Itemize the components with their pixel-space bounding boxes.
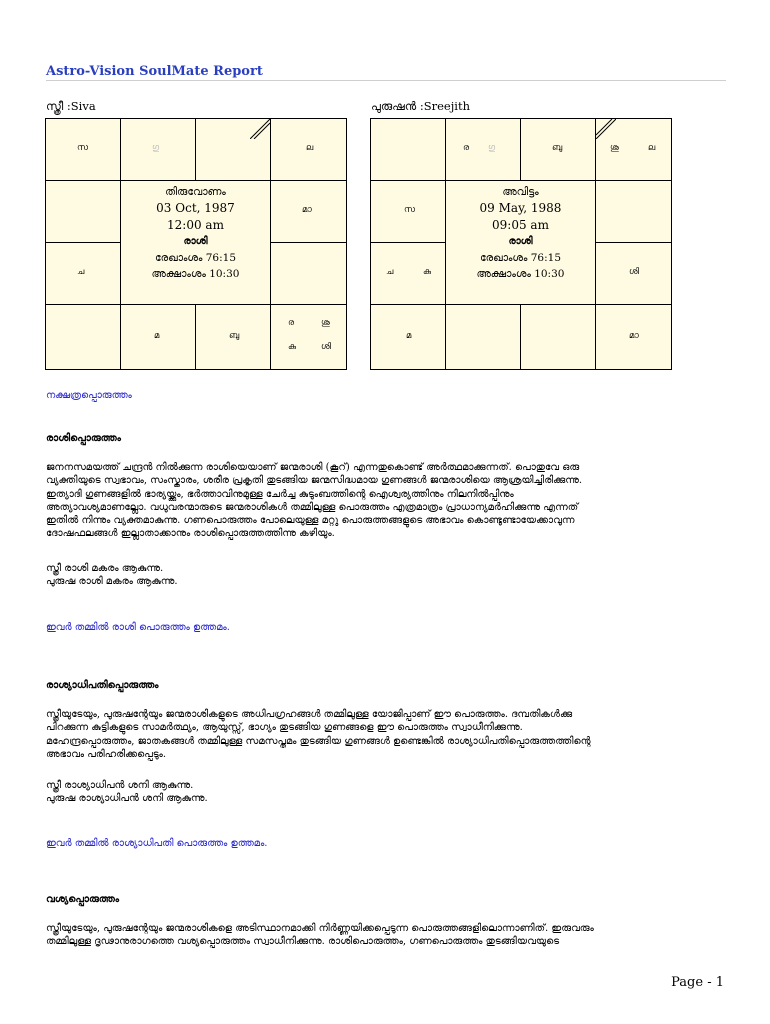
vashya-paragraph bbox=[46, 922, 726, 949]
text-line: അത്യാവശ്യമാണല്ലോ. വധുവരന്മാരുടെ ജന്മരാശികൾ തമ്മിലുള്ള പൊരുത്തം എത്രമാത്രം പ്രാധാന്യമർഹിക്കുന്നു എന്നത് bbox=[46, 501, 579, 513]
text-line: മഹേന്ദ്രപ്പൊരുത്തം, ജാതകങ്ങൾ തമ്മിലുള്ള സമസപ്തമം തുടങ്ങിയ ഗുണങ്ങൾ ഉണ്ടെങ്കിൽ രാശ്യാധിപതിപ്പൊരുത്തത്തിന്റെ bbox=[46, 735, 591, 747]
female-chart-cell bbox=[196, 119, 271, 181]
planet-label: മാ bbox=[302, 205, 312, 215]
male-chart-cell bbox=[596, 119, 671, 181]
planet-label: ബു bbox=[229, 331, 240, 341]
planet-label: മ bbox=[406, 331, 412, 341]
male-chart-cell bbox=[371, 243, 446, 305]
planet-label: മാ bbox=[629, 331, 639, 341]
female-chart-cell bbox=[46, 243, 121, 305]
title-divider bbox=[46, 80, 726, 81]
female-label: സ്ത്രീ :Siva bbox=[46, 99, 96, 113]
male-rasi: പുരുഷ രാശി മകരം ആകുന്നു. bbox=[46, 576, 178, 588]
text-line: ഇതിൽ നിന്നും വ്യക്തമാകുന്നു. ഗണപൊരുത്തം പോലെയുള്ള മറ്റു പൊരുത്തങ്ങളുടെ അഭാവം കൊണ്ടുണ്ടായേക്കാവുന്ന bbox=[46, 515, 575, 527]
female-chart-cell bbox=[46, 181, 121, 243]
planet-label: ശു bbox=[610, 143, 619, 153]
female-chart-cell bbox=[121, 119, 196, 181]
longitude: രേഖാംശം 76:15 bbox=[480, 252, 561, 264]
female-chart-cell bbox=[271, 119, 346, 181]
planet-label: ശി bbox=[629, 267, 640, 277]
chart-corner-mark-icon bbox=[596, 119, 616, 139]
female-chart-center bbox=[121, 181, 271, 305]
female-chart-cell bbox=[46, 119, 121, 181]
male-chart-cell bbox=[596, 181, 671, 243]
planet-label: ഗു bbox=[152, 143, 160, 153]
male-chart-cell bbox=[371, 305, 446, 369]
male-chart-center bbox=[446, 181, 596, 305]
planet-label: ഗു bbox=[488, 143, 496, 153]
male-chart-cell bbox=[521, 305, 596, 369]
male-label: പുരുഷൻ :Sreejith bbox=[371, 99, 470, 113]
female-lord: സ്ത്രീ രാശ്യാധിപൻ ശനി ആകുന്നു. bbox=[46, 780, 194, 791]
male-chart-cell bbox=[596, 243, 671, 305]
birth-date: 09 May, 1988 bbox=[479, 201, 562, 215]
female-horoscope-chart bbox=[45, 118, 347, 370]
female-chart-cell bbox=[271, 181, 346, 243]
text-line: തമ്മിലുള്ള ദൃഢാനുരാഗത്തെ വശ്യപ്പൊരുത്തം സ്വാധീനിക്കുന്നു. രാശിപൊരുത്തം, ഗണപൊരുത്തം തുടങ്ങിയവയുടെ bbox=[46, 936, 560, 948]
planet-label: ല bbox=[648, 143, 656, 153]
lord-result: ഇവർ തമ്മിൽ രാശ്യാധിപതി പൊരുത്തം ഉത്തമം. bbox=[46, 838, 268, 849]
latitude: അക്ഷാംശം 10:30 bbox=[476, 268, 565, 280]
rasi-label: രാശി bbox=[508, 236, 533, 247]
planet-label: ശു bbox=[321, 318, 330, 328]
vashya-heading: വശ്യപ്പൊരുത്തം bbox=[46, 894, 120, 905]
planet-label: കു bbox=[423, 267, 431, 277]
text-line: ഇത്യാദി ഗുണങ്ങളിൽ ഭാര്യയ്ക്കും, ഭർത്താവിനുമുള്ള ചേർച്ച കുടുംബത്തിന്റെ ഐശ്വര്യത്തിനും നിലനിൽപ്പിനും bbox=[46, 488, 514, 500]
birth-star: തിരുവോണം bbox=[165, 186, 226, 198]
report-title: Astro-Vision SoulMate Report bbox=[46, 64, 263, 79]
planet-label: ച bbox=[77, 267, 85, 277]
birth-time: 12:00 am bbox=[167, 218, 224, 232]
female-chart-cell bbox=[196, 305, 271, 369]
longitude: രേഖാംശം 76:15 bbox=[155, 252, 236, 264]
female-chart-cell bbox=[46, 305, 121, 369]
planet-label: ര bbox=[463, 143, 470, 153]
planet-label: കു bbox=[288, 342, 296, 352]
planet-label: ര bbox=[288, 318, 295, 328]
text-line: സ്ത്രീയുടേയും, പുരുഷന്റേയും ജന്മരാശികളുടെ അധിപഗ്രഹങ്ങൾ തമ്മിലുള്ള യോജിപ്പാണ് ഈ പൊരുത്തം. ദമ്പതികൾക്കു bbox=[46, 709, 573, 720]
planet-label: ശി bbox=[321, 342, 332, 352]
birth-star: അവിട്ടം bbox=[502, 186, 539, 198]
lord-values bbox=[46, 779, 726, 806]
planet-label: സ bbox=[77, 143, 88, 153]
female-chart-cell bbox=[271, 243, 346, 305]
planet-label: ച bbox=[386, 267, 394, 277]
male-lord: പുരുഷ രാശ്യാധിപൻ ശനി ആകുന്നു. bbox=[46, 793, 208, 805]
planet-label: സ bbox=[404, 205, 415, 215]
rasi-heading: രാശിപ്പൊരുത്തം bbox=[46, 433, 121, 444]
birth-date: 03 Oct, 1987 bbox=[156, 201, 235, 215]
female-chart-cell bbox=[271, 305, 346, 369]
male-horoscope-chart bbox=[370, 118, 672, 370]
text-line: വ്യക്തിയുടെ സ്വഭാവം, സംസ്കാരം, ശരീര പ്രകൃതി തുടങ്ങിയ ജന്മസിദ്ധമായ ഗുണങ്ങൾ ജന്മരാശിയെ ആശ്രയിച്ചിരിക്കുന്നു. bbox=[46, 475, 583, 487]
male-chart-cell bbox=[446, 119, 521, 181]
planet-label: മ bbox=[154, 331, 160, 341]
female-chart-cell bbox=[121, 305, 196, 369]
male-chart-cell bbox=[371, 119, 446, 181]
male-chart-cell bbox=[446, 305, 521, 369]
lord-paragraph bbox=[46, 708, 726, 761]
chart-corner-mark-icon bbox=[250, 119, 270, 139]
nakshatra-heading: നക്ഷത്രപ്പൊരുത്തം bbox=[46, 390, 132, 401]
rasi-label: രാശി bbox=[183, 236, 208, 247]
text-line: ജനനസമയത്ത് ചന്ദ്രൻ നിൽക്കുന്ന രാശിയെയാണ് ജന്മരാശി (കൂറ്) എന്നതുകൊണ്ട് അർത്ഥമാക്കുന്നത്. പൊതുവേ ഒരു bbox=[46, 462, 580, 473]
birth-time: 09:05 am bbox=[492, 218, 549, 232]
planet-label: ബു bbox=[552, 143, 563, 153]
latitude: അക്ഷാംശം 10:30 bbox=[151, 268, 240, 280]
planet-label: ല bbox=[306, 143, 314, 153]
text-line: അഭാവം പരിഹരിക്കപ്പെടും. bbox=[46, 748, 167, 760]
text-line: സ്ത്രീയുടേയും, പുരുഷന്റേയും ജന്മരാശികളെ അടിസ്ഥാനമാക്കി നിർണ്ണയിക്കപ്പെടുന്ന പൊരുത്തങ്ങളിലൊന്നാണിത്. ഇരുവരും bbox=[46, 923, 594, 934]
male-chart-cell bbox=[596, 305, 671, 369]
male-chart-cell bbox=[521, 119, 596, 181]
rasi-result: ഇവർ തമ്മിൽ രാശി പൊരുത്തം ഉത്തമം. bbox=[46, 622, 230, 633]
rasi-values bbox=[46, 562, 726, 589]
page-number: Page - 1 bbox=[671, 975, 724, 990]
female-rasi: സ്ത്രീ രാശി മകരം ആകുന്നു. bbox=[46, 563, 164, 574]
text-line: ദോഷഫലങ്ങൾ ഇല്ലാതാക്കാനും രാശിപ്പൊരുത്തത്തിന്നു കഴിയും. bbox=[46, 528, 335, 540]
lord-heading: രാശ്യാധിപതിപ്പൊരുത്തം bbox=[46, 680, 159, 691]
male-chart-cell bbox=[371, 181, 446, 243]
rasi-paragraph bbox=[46, 461, 726, 541]
text-line: പിറക്കുന്ന കുട്ടികളുടെ സാമർത്ഥ്യം, ആയുസ്സ്, ഭാഗ്യം തുടങ്ങിയ ഗുണങ്ങളെ ഈ പൊരുത്തം സ്വാധീനിക്കുന്നു. bbox=[46, 722, 523, 734]
